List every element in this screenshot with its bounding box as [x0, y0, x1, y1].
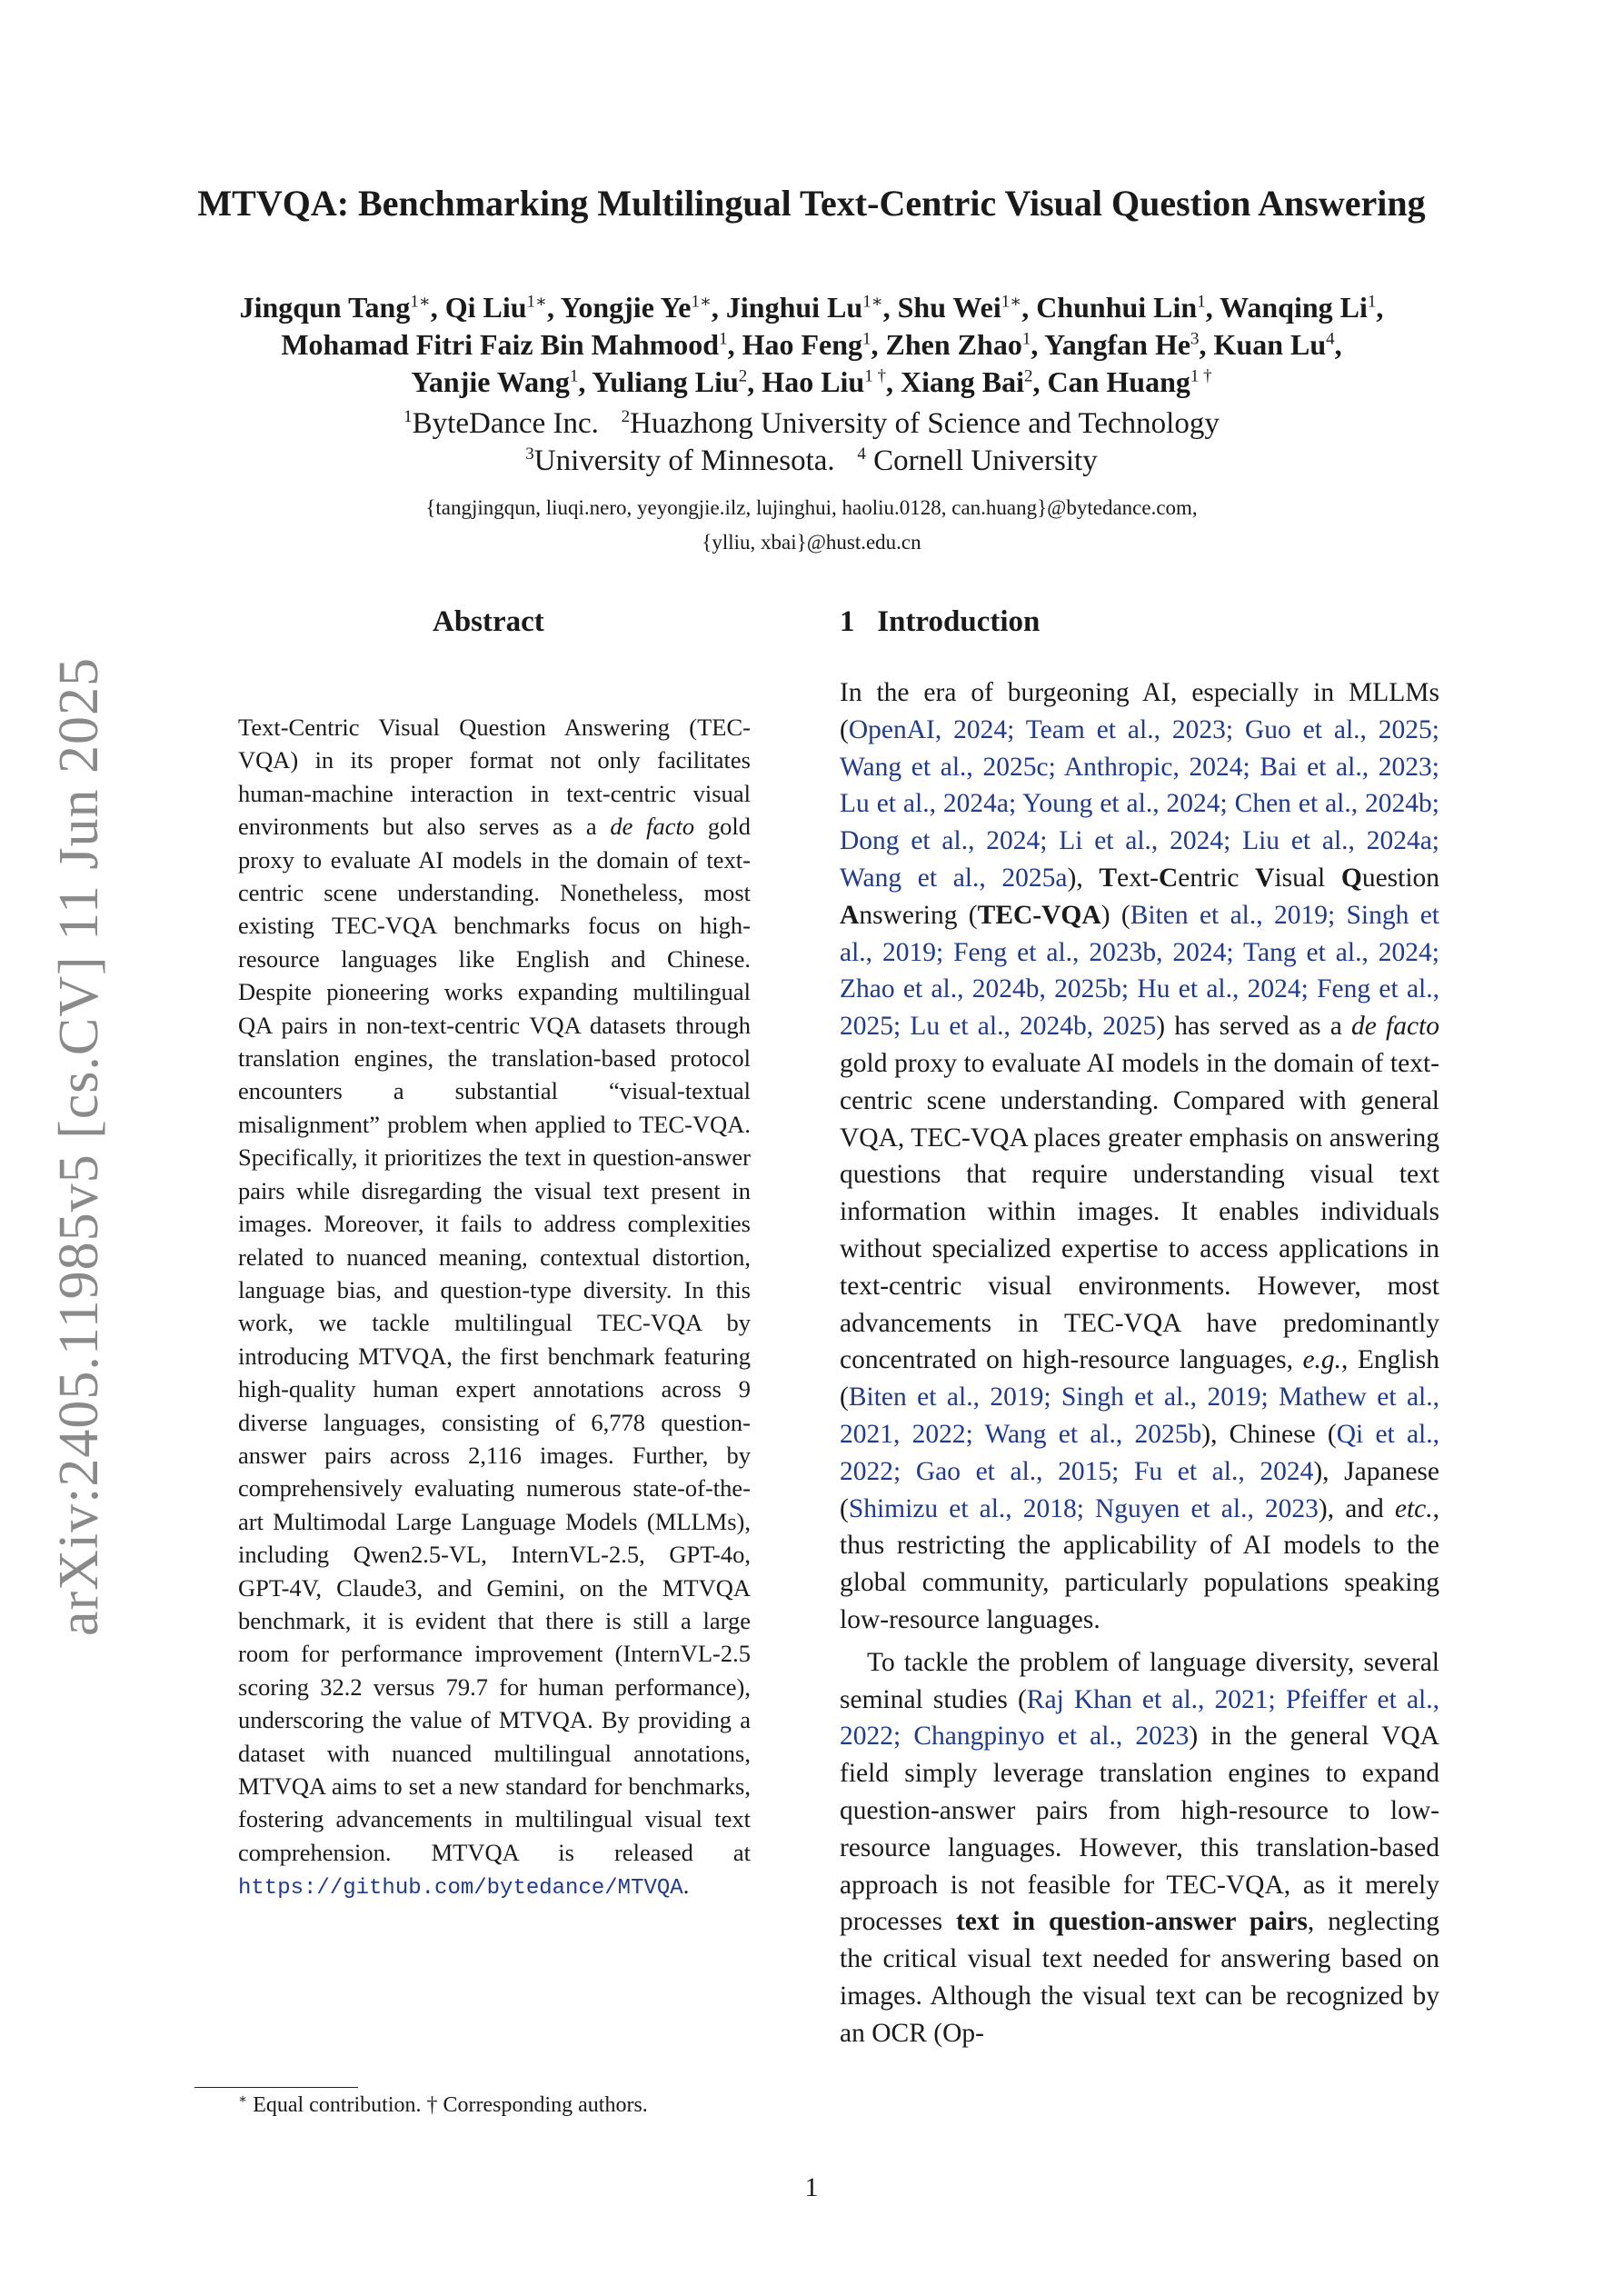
author-line-2: Mohamad Fitri Faiz Bin Mahmood$^1$, Hao Feng$^1$, Zhen Zhao$^1$, Yangfan He$^3$, Kuan Lu$^4$,	[281, 328, 1342, 361]
paper-title: MTVQA: Benchmarking Multilingual Text-Centric Visual Question Answering	[197, 183, 1426, 224]
affiliation-mark: 3	[525, 444, 534, 464]
citation[interactable]: Qi et al., 2022; Gao et al., 2015; Fu et al., 2024	[840, 1419, 1439, 1486]
author-mark: 1	[719, 329, 728, 349]
author-name: Hao Feng	[742, 328, 863, 361]
affiliation-mark: 2	[621, 407, 631, 426]
bold-term: TEC-VQA	[977, 900, 1101, 930]
affiliation-line-1	[182, 405, 1441, 443]
text-run: gold proxy to evaluate AI models in the domain of text-centric scene understanding. Compared with general VQA, TEC-VQA places greater emphasis on answering questions that require understanding visual text information within images. It enables individuals without specialized expertise to access applications in text-centric visual environments. However, most advancements in TEC-VQA have predominantly concentrated on high-resource languages,	[840, 1048, 1439, 1375]
text-run: isual	[1274, 863, 1341, 893]
affiliation: Huazhong University of Science and Technology	[630, 407, 1220, 440]
affiliations	[182, 405, 1441, 480]
affiliation: University of Minnesota.	[533, 444, 835, 477]
text-run: nswering (	[859, 900, 978, 930]
author-name: Qi Liu	[444, 291, 527, 324]
footnote-rule	[194, 2087, 358, 2088]
citation[interactable]: OpenAI, 2024; Team et al., 2023; Guo et al., 2025; Wang et al., 2025c; Anthropic, 2024; Bai et al., 2023; Lu et al., 2024a; Young et al., 2024; Chen et al., 2024b; Dong et al., 2024; Li et al., 2024; Liu et al., 2024a; Wang et al., 2025a	[840, 714, 1439, 893]
author-name: Xiang Bai	[900, 365, 1024, 398]
email-line-1: {tangjingqun, liuqi.nero, yeyongjie.ilz, lujinghui, haoliu.0128, can.huang}@bytedance.com,	[425, 496, 1198, 519]
author-name: Mohamad Fitri Faiz Bin Mahmood	[281, 328, 720, 361]
author-mark: 1	[1021, 329, 1031, 349]
footnote	[238, 2091, 783, 2120]
bold-letter: T	[1099, 863, 1118, 893]
footnote-mark: ∗	[238, 2092, 248, 2107]
text-run: ext-	[1117, 863, 1159, 893]
intro-paragraph-1	[840, 674, 1439, 1639]
abstract-heading: Abstract	[433, 605, 544, 638]
text-run: , neglecting the critical visual text needed for answering based on images. Although the visual text can be recognized by an OCR (Op-	[840, 1907, 1439, 2048]
citation[interactable]: Biten et al., 2019; Singh et al., 2019; Feng et al., 2023b, 2024; Tang et al., 2024; Zhao et al., 2024b, 2025b; Hu et al., 2024; Feng et al., 2025; Lu et al., 2024b, 2025	[840, 900, 1439, 1042]
author-name: Can Huang	[1047, 365, 1190, 398]
bold-letter: V	[1255, 863, 1275, 893]
author-name: Yongjie Ye	[560, 291, 692, 324]
author-line-1: Jingqun Tang$^{1∗}$, Qi Liu$^{1∗}$, Yongjie $Ye^{1∗}$, Jinghui $Lu^{1∗}$, Shu Wei$^{1∗}$, Chunhui Lin$^1$, Wanqing Li$^1$,	[239, 291, 1384, 324]
footnote-text: Equal contribution.	[247, 2093, 427, 2117]
bold-letter: C	[1158, 863, 1179, 893]
citation[interactable]: Biten et al., 2019; Singh et al., 2019; Mathew et al., 2021, 2022; Wang et al., 2025b	[840, 1383, 1439, 1449]
text-run: ) in the general VQA field simply leverage translation engines to expand question-answer pairs from high-resource to low-resource languages. However, this translation-based approach is not feasible for TEC-VQA, as it merely processes	[840, 1722, 1439, 1937]
author-name: Chunhui Lin	[1036, 291, 1198, 324]
author-mark: 1 †	[1190, 366, 1212, 386]
text-run: ), and	[1318, 1493, 1395, 1523]
author-mark: 4	[1326, 329, 1335, 349]
citation[interactable]: Raj Khan et al., 2021; Pfeiffer et al., 2022; Changpinyo et al., 2023	[840, 1684, 1439, 1752]
text-run: To tackle the problem of language diversity, several seminal studies (	[840, 1647, 1439, 1714]
emphasis: de facto	[1350, 1012, 1439, 1042]
author-name: Yuliang Liu	[592, 365, 739, 398]
text-run: ) has served as a	[1156, 1012, 1351, 1042]
section-number: 1	[840, 605, 855, 638]
abstract-text	[238, 711, 751, 1906]
author-name: Kuan Lu	[1213, 328, 1327, 361]
affiliation-line-2	[182, 443, 1441, 480]
bold-term: text in question-answer pairs	[955, 1907, 1308, 1937]
author-name: Wanqing Li	[1220, 291, 1368, 324]
bold-letter: Q	[1340, 863, 1362, 893]
author-mark: 1∗	[410, 292, 431, 312]
abstract-part: Text-Centric Visual Question Answering (TEC-VQA) in its proper format not only facilitates human-machine interaction in text-centric visual environments but also serves as a	[238, 714, 751, 841]
text-run: ), Japanese (	[840, 1456, 1439, 1523]
author-mark: 3	[1190, 329, 1200, 349]
text-run: uestion	[1361, 863, 1440, 893]
abstract-part: gold proxy to evaluate AI models in the domain of text-centric scene understanding. Nonetheless, most existing TEC-VQA benchmarks focus on high-resource languages like English and Chinese. Despite pioneering works expanding multilingual QA pairs in non-text-centric VQA datasets through translation engines, the translation-based protocol encounters a substantial “visual-textual misalignment” problem when applied to TEC-VQA. Specifically, it prioritizes the text in question-answer pairs while disregarding the visual text present in images. Moreover, it fails to address complexities related to nuanced meaning, contextual distortion, language bias, and question-type diversity. In this work, we tackle multilingual TEC-VQA by introducing MTVQA, the first benchmark featuring high-quality human expert annotations across 9 diverse languages, consisting of 6,778 question-answer pairs across 2,116 images. Further, by comprehensively evaluating numerous state-of-the-art Multimodal Large Language Models (MLLMs), including Qwen2.5-VL, InternVL-2.5, GPT-4o, GPT-4V, Claude3, and Gemini, on the MTVQA benchmark, it is evident that there is still a large room for performance improvement (InternVL-2.5 scoring 32.2 versus 79.7 for human performance), underscoring the value of MTVQA. By providing a dataset with nuanced multilingual annotations, MTVQA aims to set a new standard for benchmarks, fostering advancements in multilingual visual text comprehension. MTVQA is released at	[238, 813, 751, 1866]
affiliation: ByteDance Inc.	[412, 407, 599, 440]
author-emails	[182, 491, 1441, 560]
abstract-part: .	[682, 1872, 690, 1900]
author-name: Jinghui Lu	[725, 291, 863, 324]
footnote-mark: †	[426, 2093, 438, 2117]
author-name: Zhen Zhao	[885, 328, 1022, 361]
author-mark: 1	[569, 366, 579, 386]
introduction-text	[840, 674, 1439, 2051]
footnote-text: Corresponding authors.	[437, 2093, 648, 2117]
text-run: ), Chinese (	[1201, 1419, 1337, 1449]
intro-paragraph-2	[840, 1644, 1439, 2052]
emphasis: etc.	[1394, 1493, 1433, 1523]
abstract-emphasis: de facto	[610, 813, 695, 841]
author-mark: 1 †	[864, 366, 886, 386]
author-name: Yanjie Wang	[411, 365, 570, 398]
author-list	[109, 289, 1514, 401]
author-name: Hao Liu	[762, 365, 865, 398]
author-mark: 1	[862, 329, 871, 349]
bold-letter: A	[840, 900, 860, 930]
author-line-3: Yanjie Wang$^1$, Yuliang Liu$^2$, Hao Liu$^{1 \dagger}$, Xiang Bai$^2$, Can Huang$^{1 \dagger}$	[411, 365, 1212, 398]
author-name: Jingqun Tang	[239, 291, 411, 324]
author-mark: 1∗	[862, 292, 883, 312]
text-run: entric	[1178, 863, 1256, 893]
author-mark: 2	[738, 366, 748, 386]
affiliation: Cornell University	[873, 444, 1098, 477]
author-mark: 1	[1197, 292, 1206, 312]
text-run: , thus restricting the applicability of AI models to the global community, particularly populations speaking low-resource languages.	[840, 1493, 1439, 1634]
page-number: 1	[804, 2172, 819, 2202]
section-title: Introduction	[877, 605, 1041, 638]
author-mark: 1∗	[526, 292, 547, 312]
author-mark: 1∗	[1001, 292, 1022, 312]
author-mark: 2	[1024, 366, 1033, 386]
email-line-2: {ylliu, xbai}@hust.edu.cn	[702, 531, 921, 554]
text-run: , English (	[840, 1345, 1439, 1413]
emphasis: e.g.	[1302, 1345, 1342, 1375]
citation[interactable]: Shimizu et al., 2018; Nguyen et al., 2023	[848, 1493, 1319, 1523]
affiliation-mark: 4	[857, 444, 866, 464]
author-name: Shu Wei	[897, 291, 1001, 324]
text-run: ),	[1067, 863, 1100, 893]
affiliation-mark: 1	[403, 407, 413, 426]
text-run: ) (	[1100, 900, 1130, 930]
arxiv-stamp: arXiv:2405.11985v5 [cs.CV] 11 Jun 2025	[48, 657, 110, 1636]
text-run: In the era of burgeoning AI, especially in MLLMs (	[840, 678, 1439, 744]
author-mark: 1∗	[691, 292, 712, 312]
introduction-heading	[840, 604, 1040, 640]
repo-link[interactable]: https://github.com/bytedance/MTVQA	[238, 1876, 683, 1902]
author-mark: 1	[1367, 292, 1377, 312]
author-name: Yangfan He	[1044, 328, 1191, 361]
